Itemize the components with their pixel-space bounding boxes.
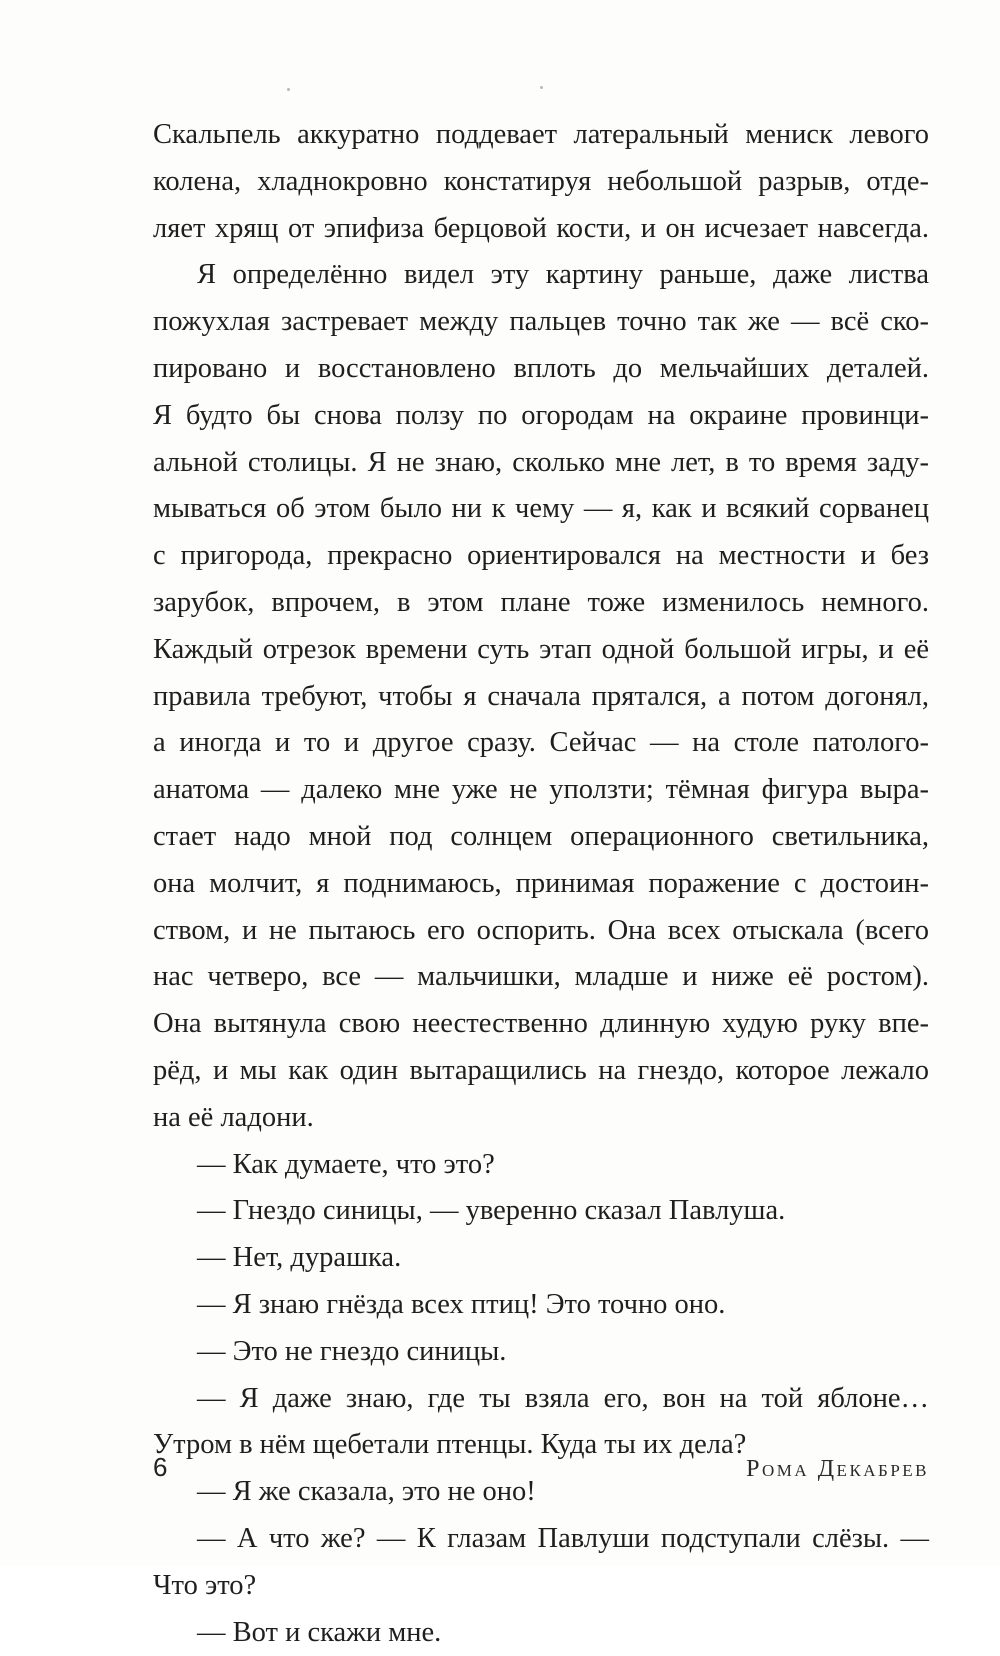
text-line: стает надо мной под солнцем операционного светильника, [153, 814, 929, 861]
page-number: 6 [153, 1452, 167, 1482]
text-line: альной столицы. Я не знаю, сколько мне лет, в то время заду- [153, 440, 929, 487]
text-line: — Я даже знаю, где ты взяла его, вон на той яблоне… [153, 1376, 929, 1423]
text-line: зарубок, впрочем, в этом плане тоже изменилось немного. [153, 580, 929, 627]
text-line: правила требуют, чтобы я сначала прятался, а потом догонял, [153, 674, 929, 721]
text-line: Я определённо видел эту картину раньше, даже листва [153, 252, 929, 299]
text-line: ляет хрящ от эпифиза берцовой кости, и он исчезает навсегда. [153, 206, 929, 253]
text-line: — А что же? — К глазам Павлуши подступали слёзы. — [153, 1516, 929, 1563]
text-line: ством, и не пытаюсь его оспорить. Она всех отыскала (всего [153, 908, 929, 955]
text-line: пировано и восстановлено вплоть до мельчайших деталей. [153, 346, 929, 393]
text-line: а иногда и то и другое сразу. Сейчас — на столе патолого- [153, 720, 929, 767]
print-speck [287, 88, 290, 91]
text-line: анатома — далеко мне уже не уползти; тёмная фигура выра- [153, 767, 929, 814]
text-line: Утром в нём щебетали птенцы. Куда ты их дела? [153, 1422, 929, 1469]
text-line: Что это? [153, 1563, 929, 1610]
body-text [153, 112, 929, 1656]
text-line: — Нет, дурашка. [153, 1235, 929, 1282]
print-speck [540, 86, 543, 89]
text-line: Она вытянула свою неестественно длинную худую руку впе- [153, 1001, 929, 1048]
text-line: — Я знаю гнёзда всех птиц! Это точно оно. [153, 1282, 929, 1329]
text-line: — Я же сказала, это не оно! [153, 1469, 929, 1516]
text-line: Каждый отрезок времени суть этап одной большой игры, и её [153, 627, 929, 674]
text-line: с пригорода, прекрасно ориентировался на местности и без [153, 533, 929, 580]
running-author: Рома Декабрев [746, 1454, 929, 1484]
text-line: пожухлая застревает между пальцев точно так же — всё ско- [153, 299, 929, 346]
text-line: — Гнездо синицы, — уверенно сказал Павлуша. [153, 1188, 929, 1235]
text-line: — Это не гнездо синицы. [153, 1329, 929, 1376]
text-line: она молчит, я поднимаюсь, принимая поражение с достоин- [153, 861, 929, 908]
text-line: колена, хладнокровно констатируя небольшой разрыв, отде- [153, 159, 929, 206]
text-line: Скальпель аккуратно поддевает латеральный мениск левого [153, 112, 929, 159]
text-line: мываться об этом было ни к чему — я, как и всякий сорванец [153, 486, 929, 533]
text-line: рёд, и мы как один вытаращились на гнездо, которое лежало [153, 1048, 929, 1095]
text-line: на её ладони. [153, 1095, 929, 1142]
text-line: — Вот и скажи мне. [153, 1610, 929, 1656]
text-line: Я будто бы снова ползу по огородам на окраине провинци- [153, 393, 929, 440]
text-line: нас четверо, все — мальчишки, младше и ниже её ростом). [153, 954, 929, 1001]
page-footer [153, 1452, 929, 1492]
text-line: — Как думаете, что это? [153, 1142, 929, 1189]
